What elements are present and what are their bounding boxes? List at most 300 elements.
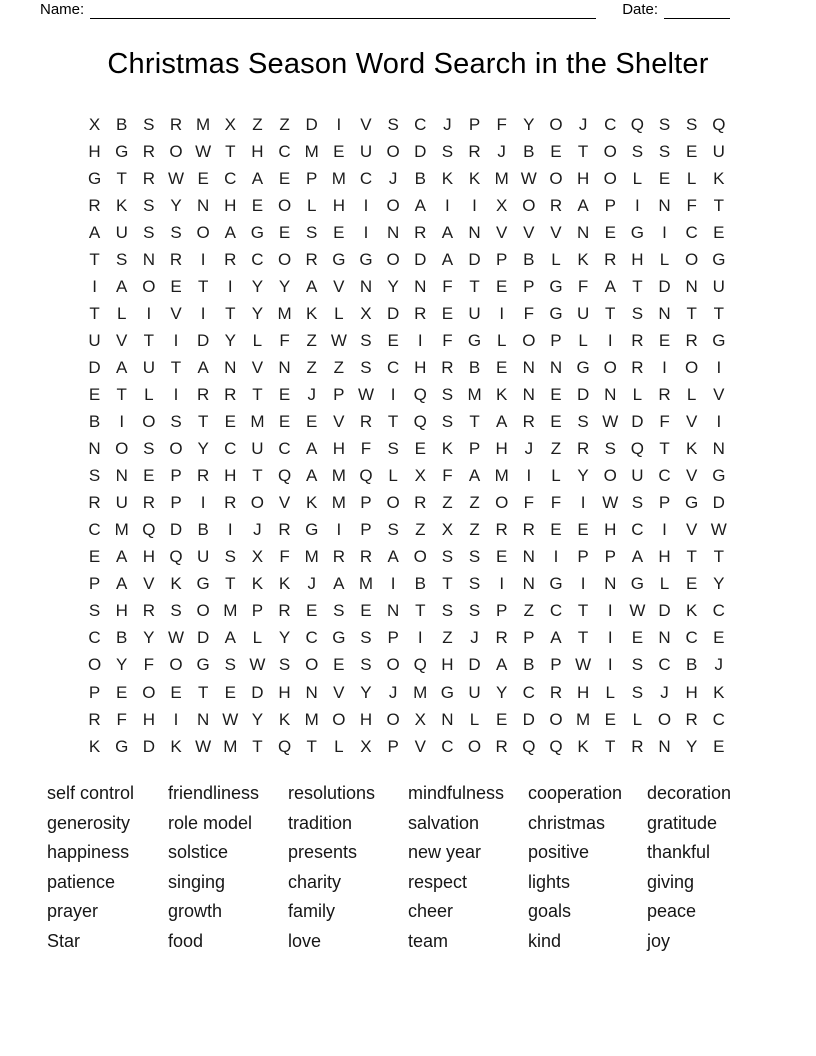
- grid-letter: U: [251, 439, 264, 459]
- grid-letter: D: [305, 114, 318, 134]
- grid-letter: I: [146, 303, 152, 323]
- grid-letter: C: [549, 601, 563, 621]
- word-list-item: peace: [647, 901, 697, 922]
- grid-letter: R: [88, 493, 101, 513]
- name-blank-line: [90, 3, 596, 19]
- grid-letter: T: [225, 303, 236, 323]
- word-list-item: happiness: [47, 842, 130, 863]
- grid-letter: T: [225, 141, 236, 161]
- grid-letter: R: [522, 412, 535, 432]
- grid-letter: A: [306, 466, 318, 486]
- grid-letter: U: [359, 141, 373, 161]
- date-blank-line: [664, 3, 730, 19]
- grid-letter: H: [142, 709, 155, 729]
- grid-letter: I: [417, 330, 423, 350]
- word-list-item: growth: [168, 901, 223, 922]
- grid-letter: U: [88, 330, 101, 350]
- grid-letter: R: [414, 222, 427, 242]
- grid-letter: I: [200, 249, 206, 269]
- grid-letter: I: [472, 195, 477, 215]
- grid-letter: Q: [413, 655, 427, 675]
- grid-letter: B: [685, 655, 698, 675]
- grid-letter: E: [306, 601, 318, 621]
- grid-letter: C: [224, 439, 237, 459]
- grid-letter: F: [279, 547, 290, 567]
- grid-letter: T: [713, 195, 724, 215]
- grid-letter: G: [332, 628, 346, 648]
- grid-letter: A: [224, 628, 236, 648]
- grid-letter: N: [658, 736, 671, 756]
- grid-letter: I: [499, 574, 505, 594]
- grid-letter: P: [251, 601, 264, 621]
- grid-letter: I: [445, 195, 450, 215]
- grid-letter: E: [441, 303, 454, 323]
- grid-letter: E: [278, 384, 291, 404]
- grid-letter: I: [200, 303, 206, 323]
- grid-letter: I: [390, 574, 396, 594]
- grid-letter: R: [142, 141, 155, 161]
- grid-letter: I: [662, 357, 667, 377]
- grid-letter: N: [414, 276, 427, 296]
- grid-letter: S: [360, 357, 372, 377]
- grid-letter: H: [495, 439, 508, 459]
- grid-letter: F: [143, 655, 155, 675]
- grid-letter: L: [632, 168, 643, 188]
- word-list-item: gratitude: [647, 812, 718, 833]
- grid-letter: Q: [169, 547, 183, 567]
- grid-letter: K: [577, 249, 589, 269]
- grid-letter: H: [631, 249, 644, 269]
- grid-letter: Z: [442, 628, 453, 648]
- grid-letter: E: [658, 168, 671, 188]
- grid-letter: P: [333, 384, 345, 404]
- grid-letter: Q: [142, 520, 156, 540]
- grid-letter: X: [88, 114, 101, 134]
- grid-letter: L: [116, 303, 127, 323]
- grid-letter: E: [333, 222, 345, 242]
- grid-letter: Q: [359, 466, 373, 486]
- grid-letter: V: [360, 114, 372, 134]
- grid-letter: P: [170, 466, 182, 486]
- grid-letter: A: [604, 276, 616, 296]
- grid-letter: I: [336, 114, 342, 134]
- word-list-item: solstice: [168, 842, 229, 863]
- grid-letter: Z: [469, 520, 480, 540]
- grid-letter: C: [604, 114, 617, 134]
- grid-letter: L: [632, 384, 643, 404]
- grid-letter: Y: [251, 276, 264, 296]
- grid-letter: Y: [496, 682, 508, 702]
- word-list-item: generosity: [47, 812, 131, 833]
- grid-letter: S: [658, 114, 671, 134]
- grid-letter: D: [196, 330, 210, 350]
- grid-letter: C: [685, 222, 698, 242]
- grid-letter: K: [116, 195, 128, 215]
- grid-letter: G: [87, 168, 102, 188]
- grid-letter: T: [197, 412, 209, 432]
- grid-letter: D: [142, 736, 155, 756]
- grid-letter: N: [712, 439, 725, 459]
- grid-letter: A: [88, 222, 101, 242]
- grid-letter: R: [685, 330, 698, 350]
- grid-letter: H: [251, 141, 264, 161]
- grid-letter: S: [88, 601, 101, 621]
- grid-letter: S: [658, 141, 671, 161]
- word-list-item: positive: [528, 842, 590, 863]
- grid-letter: S: [360, 655, 372, 675]
- grid-letter: P: [604, 547, 616, 567]
- grid-letter: M: [331, 466, 346, 486]
- grid-letter: P: [496, 601, 508, 621]
- grid-letter: G: [549, 303, 563, 323]
- word-list-item: decoration: [647, 783, 732, 803]
- grid-letter: M: [277, 303, 292, 323]
- grid-letter: I: [580, 574, 586, 594]
- word-list-item: self control: [47, 783, 135, 803]
- grid-letter: C: [359, 168, 373, 188]
- grid-letter: R: [495, 736, 508, 756]
- grid-letter: Q: [277, 466, 292, 486]
- grid-letter: Z: [306, 357, 317, 377]
- grid-letter: B: [197, 520, 209, 540]
- grid-letter: K: [251, 574, 264, 594]
- grid-letter: R: [224, 384, 237, 404]
- grid-letter: J: [497, 141, 506, 161]
- grid-letter: E: [713, 222, 725, 242]
- grid-letter: E: [360, 601, 372, 621]
- grid-letter: M: [413, 682, 428, 702]
- grid-letter: J: [388, 168, 398, 188]
- grid-letter: S: [278, 655, 291, 675]
- word-list-item: singing: [168, 871, 226, 892]
- grid-letter: G: [250, 222, 265, 242]
- page-title: Christmas Season Word Search in the Shelter: [107, 48, 709, 80]
- grid-letter: R: [685, 709, 698, 729]
- grid-letter: N: [386, 222, 400, 242]
- grid-letter: O: [386, 249, 400, 269]
- grid-letter: S: [224, 655, 236, 675]
- word-list-item: salvation: [408, 812, 480, 833]
- grid-letter: N: [88, 439, 101, 459]
- word-search-grid: [81, 111, 732, 760]
- grid-letter: T: [170, 357, 182, 377]
- grid-letter: G: [332, 249, 346, 269]
- grid-letter: R: [495, 520, 508, 540]
- grid-letter: N: [658, 195, 671, 215]
- grid-letter: F: [360, 439, 372, 459]
- grid-letter: W: [195, 736, 212, 756]
- grid-letter: T: [469, 276, 480, 296]
- grid-letter: N: [196, 195, 210, 215]
- grid-letter: O: [142, 412, 156, 432]
- grid-letter: W: [629, 601, 646, 621]
- grid-letter: Z: [442, 493, 453, 513]
- grid-letter: H: [414, 357, 427, 377]
- grid-letter: R: [142, 168, 155, 188]
- grid-letter: S: [143, 222, 155, 242]
- grid-letter: S: [577, 412, 589, 432]
- grid-letter: L: [659, 574, 670, 594]
- grid-letter: W: [602, 412, 619, 432]
- grid-letter: Y: [170, 195, 182, 215]
- grid-letter: C: [251, 249, 264, 269]
- grid-letter: C: [278, 439, 291, 459]
- grid-letter: V: [278, 493, 291, 513]
- grid-letter: R: [522, 520, 535, 540]
- grid-letter: S: [333, 601, 345, 621]
- grid-letter: U: [115, 493, 128, 513]
- grid-letter: S: [170, 412, 182, 432]
- grid-letter: O: [603, 168, 617, 188]
- grid-letter: V: [414, 736, 426, 756]
- grid-letter: L: [252, 628, 263, 648]
- grid-letter: T: [89, 303, 100, 323]
- grid-letter: O: [169, 655, 183, 675]
- grid-letter: C: [305, 628, 318, 648]
- grid-letter: S: [387, 114, 399, 134]
- grid-letter: K: [278, 574, 291, 594]
- grid-letter: N: [549, 357, 563, 377]
- grid-letter: X: [496, 195, 508, 215]
- grid-letter: P: [523, 628, 535, 648]
- grid-letter: T: [605, 736, 616, 756]
- grid-letter: R: [549, 682, 563, 702]
- grid-letter: G: [685, 493, 699, 513]
- grid-letter: O: [115, 439, 129, 459]
- grid-letter: S: [170, 601, 182, 621]
- grid-letter: R: [468, 141, 481, 161]
- grid-letter: B: [116, 114, 128, 134]
- grid-letter: X: [360, 303, 372, 323]
- grid-letter: K: [306, 303, 318, 323]
- grid-letter: L: [334, 736, 344, 756]
- grid-letter: C: [522, 682, 535, 702]
- grid-letter: J: [524, 439, 534, 459]
- grid-letter: C: [414, 114, 427, 134]
- grid-letter: W: [575, 655, 592, 675]
- grid-letter: N: [522, 384, 535, 404]
- word-list-item: charity: [288, 871, 342, 892]
- grid-letter: T: [713, 547, 724, 567]
- grid-letter: G: [359, 249, 373, 269]
- grid-letter: D: [468, 655, 481, 675]
- grid-letter: V: [685, 520, 698, 540]
- grid-letter: Z: [415, 520, 426, 540]
- grid-letter: X: [360, 736, 372, 756]
- grid-letter: S: [116, 249, 128, 269]
- grid-letter: B: [523, 249, 535, 269]
- grid-letter: Y: [713, 574, 725, 594]
- grid-letter: N: [441, 709, 454, 729]
- grid-letter: D: [658, 601, 671, 621]
- grid-letter: L: [659, 249, 670, 269]
- grid-letter: A: [550, 628, 562, 648]
- grid-letter: N: [196, 709, 210, 729]
- grid-letter: I: [607, 330, 613, 350]
- grid-letter: Y: [251, 303, 264, 323]
- grid-letter: Z: [252, 114, 263, 134]
- grid-letter: E: [251, 195, 264, 215]
- grid-letter: V: [685, 412, 698, 432]
- grid-letter: S: [224, 547, 236, 567]
- grid-letter: O: [522, 330, 536, 350]
- grid-letter: K: [441, 439, 454, 459]
- grid-letter: L: [551, 249, 561, 269]
- grid-letter: S: [631, 141, 644, 161]
- grid-letter: G: [712, 466, 726, 486]
- grid-letter: T: [197, 276, 209, 296]
- grid-letter: R: [414, 493, 427, 513]
- grid-letter: G: [440, 682, 455, 702]
- grid-letter: H: [576, 682, 590, 702]
- word-list-item: respect: [408, 871, 468, 892]
- grid-letter: F: [442, 466, 453, 486]
- grid-letter: X: [414, 466, 426, 486]
- grid-letter: E: [143, 466, 155, 486]
- word-list-column: [168, 779, 288, 957]
- grid-letter: N: [576, 222, 590, 242]
- grid-letter: L: [252, 330, 263, 350]
- grid-letter: X: [441, 520, 454, 540]
- grid-letter: E: [224, 412, 236, 432]
- grid-letter: R: [278, 601, 291, 621]
- grid-letter: G: [115, 141, 129, 161]
- grid-letter: N: [604, 574, 617, 594]
- grid-letter: I: [119, 412, 125, 432]
- grid-letter: Z: [523, 601, 535, 621]
- grid-letter: M: [358, 574, 374, 594]
- grid-letter: N: [604, 384, 617, 404]
- grid-letter: I: [227, 520, 233, 540]
- grid-letter: D: [712, 493, 725, 513]
- grid-letter: T: [252, 736, 263, 756]
- grid-letter: E: [631, 628, 644, 648]
- grid-letter: I: [92, 276, 97, 296]
- grid-letter: I: [635, 195, 640, 215]
- grid-letter: R: [359, 412, 373, 432]
- word-list-item: resolutions: [288, 783, 376, 803]
- grid-letter: L: [306, 195, 317, 215]
- grid-letter: Q: [413, 384, 427, 404]
- word-list-column: [47, 779, 168, 957]
- grid-letter: Z: [333, 357, 345, 377]
- grid-letter: E: [88, 547, 101, 567]
- grid-letter: V: [143, 574, 155, 594]
- grid-letter: Y: [685, 736, 698, 756]
- grid-letter: M: [223, 601, 238, 621]
- grid-letter: U: [115, 222, 128, 242]
- grid-letter: V: [251, 357, 264, 377]
- grid-letter: G: [576, 357, 590, 377]
- grid-letter: K: [685, 601, 698, 621]
- grid-letter: P: [88, 682, 101, 702]
- grid-letter: C: [631, 520, 644, 540]
- grid-letter: I: [390, 384, 396, 404]
- grid-letter: N: [658, 303, 671, 323]
- grid-letter: O: [250, 493, 265, 513]
- grid-letter: C: [224, 168, 237, 188]
- grid-letter: F: [116, 709, 127, 729]
- grid-letter: T: [577, 628, 589, 648]
- grid-letter: O: [603, 357, 617, 377]
- grid-letter: R: [305, 249, 318, 269]
- grid-letter: I: [417, 628, 423, 648]
- grid-letter: V: [496, 222, 508, 242]
- grid-letter: E: [713, 736, 725, 756]
- grid-letter: E: [496, 547, 508, 567]
- grid-letter: C: [712, 709, 725, 729]
- grid-letter: V: [333, 276, 345, 296]
- grid-letter: A: [468, 466, 481, 486]
- grid-letter: G: [305, 520, 319, 540]
- grid-letter: J: [388, 682, 398, 702]
- grid-letter: O: [549, 168, 563, 188]
- grid-letter: H: [332, 439, 345, 459]
- grid-letter: H: [278, 682, 291, 702]
- grid-letter: I: [363, 195, 369, 215]
- grid-letter: I: [173, 330, 179, 350]
- grid-letter: X: [251, 547, 264, 567]
- grid-letter: I: [227, 276, 233, 296]
- grid-letter: E: [387, 330, 399, 350]
- grid-letter: E: [278, 222, 291, 242]
- grid-letter: H: [115, 601, 128, 621]
- grid-letter: N: [658, 628, 671, 648]
- grid-letter: M: [304, 547, 319, 567]
- grid-letter: H: [224, 466, 237, 486]
- grid-letter: R: [549, 195, 563, 215]
- grid-letter: C: [712, 601, 725, 621]
- grid-letter: O: [305, 655, 319, 675]
- grid-letter: U: [712, 276, 725, 296]
- grid-letter: A: [116, 357, 128, 377]
- date-label: Date:: [622, 1, 659, 18]
- grid-letter: S: [631, 682, 644, 702]
- grid-letter: Q: [630, 114, 644, 134]
- grid-letter: G: [630, 574, 644, 594]
- grid-letter: O: [386, 709, 400, 729]
- grid-letter: F: [279, 330, 290, 350]
- grid-letter: J: [253, 520, 262, 540]
- grid-letter: E: [224, 682, 236, 702]
- word-list-item: mindfulness: [408, 783, 505, 803]
- grid-letter: R: [495, 628, 508, 648]
- grid-letter: L: [334, 303, 344, 323]
- grid-letter: D: [522, 709, 535, 729]
- grid-letter: O: [657, 709, 672, 729]
- grid-letter: I: [200, 493, 206, 513]
- grid-letter: Y: [224, 330, 236, 350]
- grid-letter: G: [549, 574, 563, 594]
- grid-letter: T: [469, 412, 480, 432]
- grid-letter: I: [173, 709, 179, 729]
- grid-letter: V: [523, 222, 535, 242]
- word-list-item: goals: [528, 901, 572, 922]
- grid-letter: R: [441, 357, 454, 377]
- grid-letter: Y: [197, 439, 209, 459]
- grid-letter: E: [496, 357, 508, 377]
- grid-letter: C: [658, 466, 671, 486]
- grid-letter: T: [116, 384, 127, 404]
- grid-letter: U: [631, 466, 644, 486]
- name-label: Name:: [40, 1, 85, 18]
- word-list-item: friendliness: [168, 783, 260, 803]
- grid-letter: S: [143, 195, 155, 215]
- grid-letter: P: [468, 114, 481, 134]
- word-list-item: tradition: [288, 812, 353, 833]
- grid-letter: O: [685, 357, 699, 377]
- grid-letter: Z: [306, 330, 317, 350]
